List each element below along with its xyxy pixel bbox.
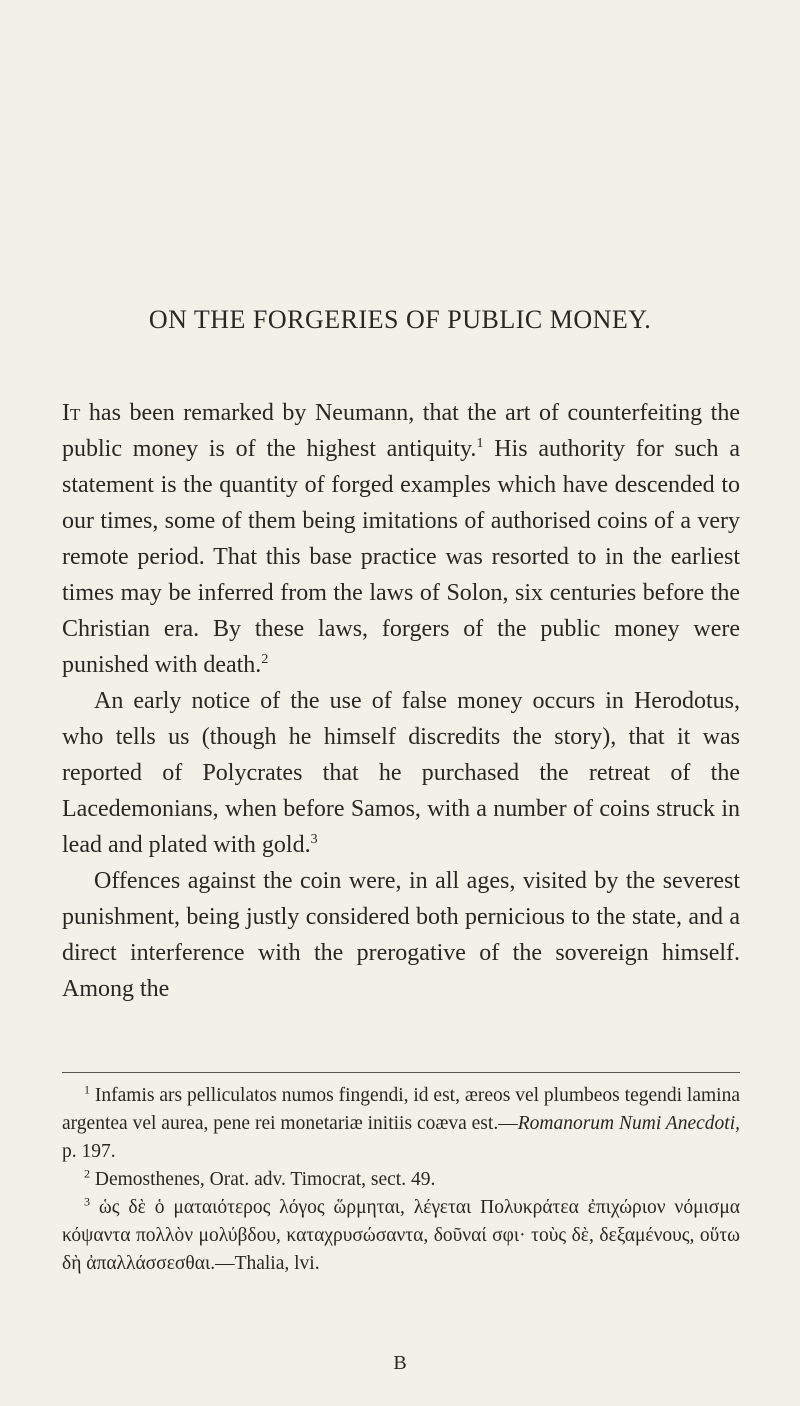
footnote-3-mark: 3: [84, 1194, 90, 1209]
footnote-3-text: ὡς δὲ ὁ ματαιότερος λόγος ὥρμηται, λέγεται Πολυκράτεα ἐπιχώριον νόμισμα κόψαντα πολλὸν μολύβδου, καταχρυσώσαντα, δοῦναί σφι· τοὺς δὲ, δεξαμένους, οὕτω δὴ ἀπαλλάσσεσθαι.—Thalia, lvi.: [62, 1197, 740, 1274]
footnote-1: [62, 1082, 740, 1166]
paragraph-1-text-a: has been remarked by Neumann, that the art of counterfeiting the public money is of the highest antiquity.: [62, 400, 740, 462]
paragraph-1-text-b: His authority for such a statement is the quantity of forged examples which have descended to our times, some of them being imitations of authorised coins of a very remote period. That this base practice was resorted to in the earliest times may be inferred from the laws of Solon, six centuries before the Christian era. By these laws, forgers of the public money were punished with death.: [62, 436, 740, 678]
footnote-2-text: Demosthenes, Orat. adv. Timocrat, sect. 49.: [90, 1169, 436, 1190]
drop-word: It: [62, 400, 81, 426]
footnote-2: [62, 1166, 740, 1194]
footnotes: [62, 1082, 740, 1278]
footnote-ref-2[interactable]: 2: [261, 652, 269, 667]
paragraph-3: Offences against the coin were, in all ages, visited by the severest punishment, being justly considered both pernicious to the state, and a direct interference with the prerogative of the sovereign himself. Among the: [62, 868, 740, 1002]
footnote-divider: [62, 1072, 740, 1073]
footnote-1-text: Infamis ars pelliculatos numos fingendi, id est, æreos vel plumbeos tegendi lamina argentea vel aurea, pene rei monetariæ initiis coæva est.—: [62, 1085, 740, 1134]
footnote-ref-1[interactable]: 1: [476, 436, 484, 451]
paragraph-1: [62, 395, 740, 683]
chapter-title: ON THE FORGERIES OF PUBLIC MONEY.: [148, 305, 652, 334]
signature-mark: B: [393, 1352, 407, 1374]
paragraph-2-text: An early notice of the use of false money occurs in Herodotus, who tells us (though he himself discredits the story), that it was reported of Polycrates that he purchased the retreat of the Lacedemonians, when before Samos, with a number of coins struck in lead and plated with gold.: [62, 688, 740, 858]
footnote-ref-3[interactable]: 3: [310, 832, 318, 847]
footnote-3: [62, 1194, 740, 1278]
footnote-1-source: Romanorum Numi Anecdoti,: [517, 1113, 740, 1134]
footnote-1-page: p. 197.: [62, 1141, 116, 1162]
footnote-2-mark: 2: [84, 1166, 90, 1181]
footnote-1-mark: 1: [84, 1082, 90, 1097]
paragraph-2: [62, 683, 740, 863]
main-text: [62, 395, 740, 1007]
